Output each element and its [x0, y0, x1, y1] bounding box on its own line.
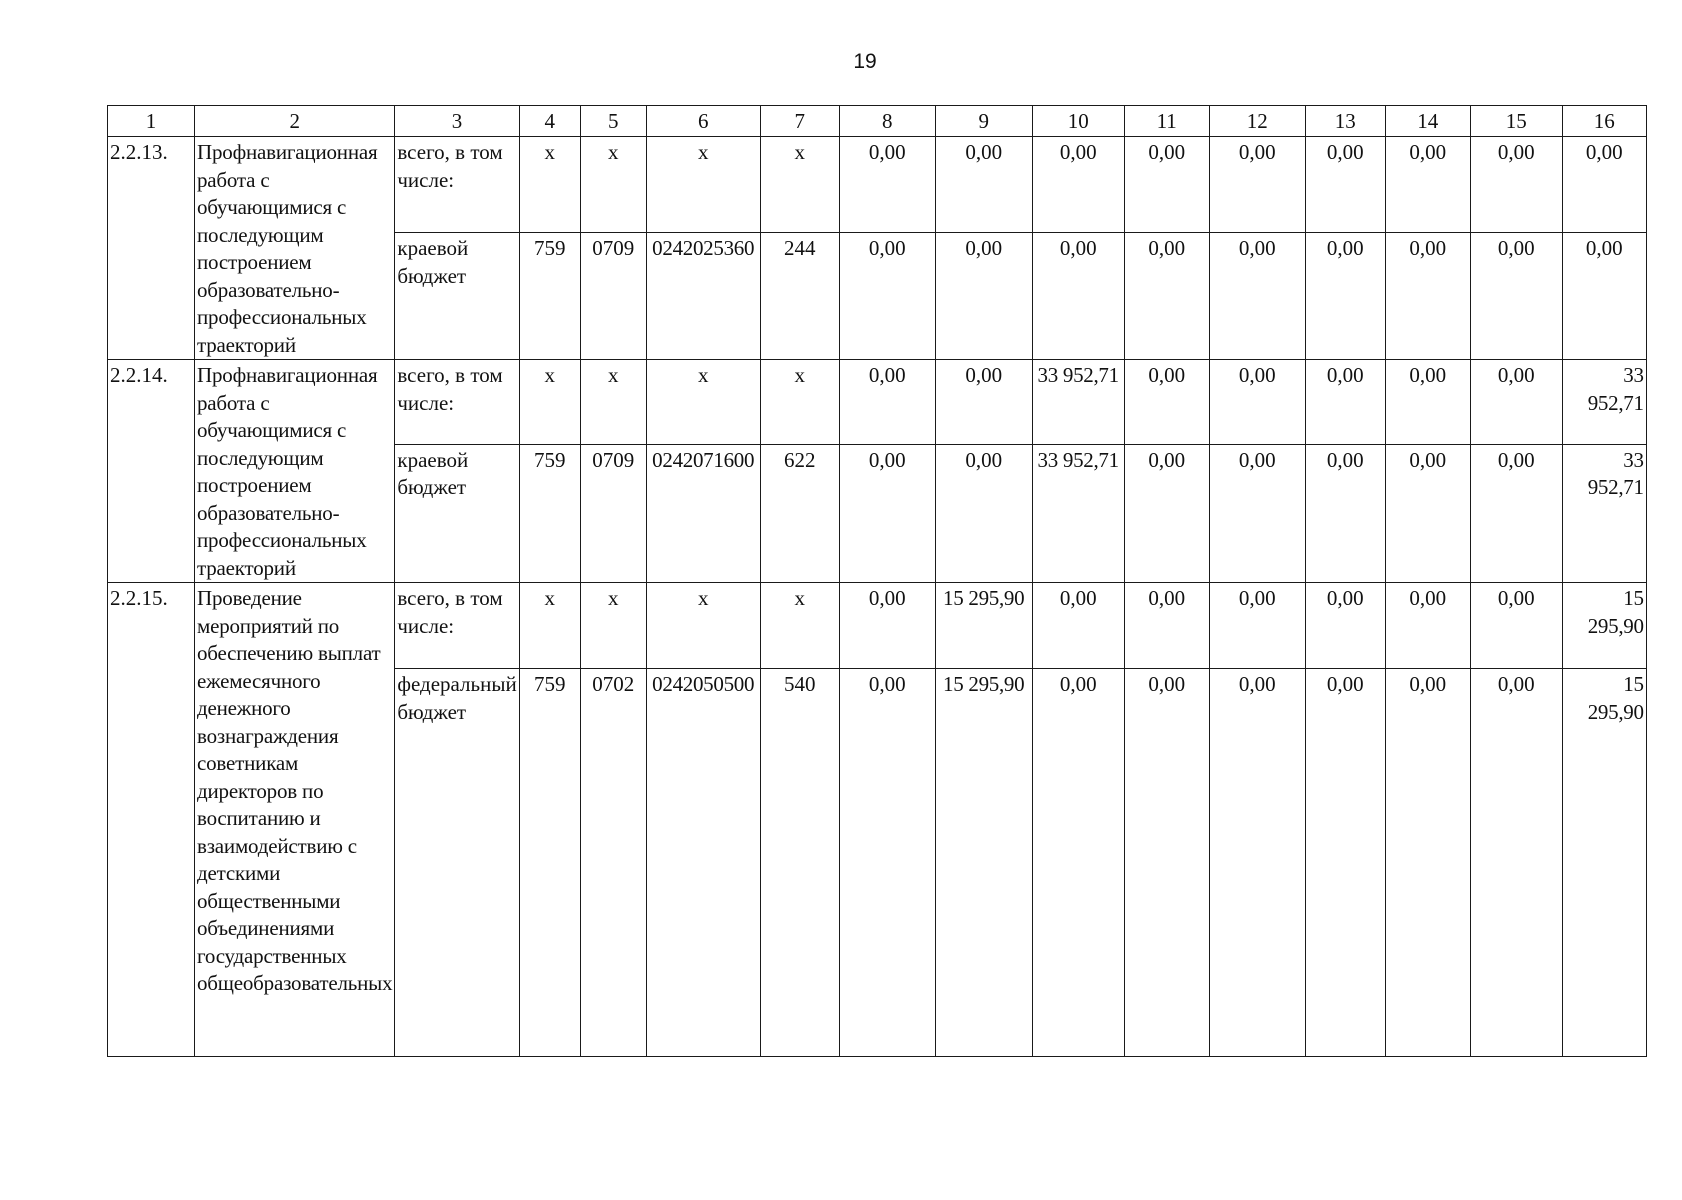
- funding-label: краевой бюджет: [395, 233, 519, 360]
- cell-col12: 0,00: [1209, 444, 1305, 582]
- cell-col5: x: [580, 583, 646, 669]
- cell-col11: 0,00: [1124, 669, 1209, 1057]
- cell-col14: 0,00: [1385, 360, 1470, 445]
- funding-label: всего, в том числе:: [395, 360, 519, 445]
- cell-col13: 0,00: [1305, 137, 1385, 233]
- cell-col10: 0,00: [1032, 137, 1124, 233]
- cell-col12: 0,00: [1209, 360, 1305, 445]
- cell-col8: 0,00: [839, 137, 935, 233]
- cell-col4: 759: [519, 233, 580, 360]
- cell-col16: 15 295,90: [1562, 583, 1646, 669]
- cell-col15: 0,00: [1470, 444, 1562, 582]
- cell-col13: 0,00: [1305, 233, 1385, 360]
- table-row: [108, 137, 1647, 233]
- cell-col7: x: [760, 137, 839, 233]
- cell-col11: 0,00: [1124, 137, 1209, 233]
- cell-col16: 33 952,71: [1562, 360, 1646, 445]
- row-name: Профнавигационная работа с обучающимися с последующим построением образовательно-профессиональных траекторий: [195, 360, 395, 583]
- cell-col4: 759: [519, 444, 580, 582]
- cell-col6: 0242025360: [646, 233, 760, 360]
- cell-col4: x: [519, 360, 580, 445]
- column-header: 7: [760, 106, 839, 137]
- column-header: 12: [1209, 106, 1305, 137]
- cell-col15: 0,00: [1470, 233, 1562, 360]
- cell-col16: 0,00: [1562, 233, 1646, 360]
- cell-col6: 0242050500: [646, 669, 760, 1057]
- cell-col5: 0702: [580, 669, 646, 1057]
- row-id: 2.2.13.: [108, 137, 195, 360]
- column-header: 1: [108, 106, 195, 137]
- page-number: 19: [853, 50, 877, 73]
- cell-col10: 0,00: [1032, 233, 1124, 360]
- cell-col7: 622: [760, 444, 839, 582]
- column-header: 14: [1385, 106, 1470, 137]
- cell-col5: 0709: [580, 233, 646, 360]
- funding-label: краевой бюджет: [395, 444, 519, 582]
- column-header: 15: [1470, 106, 1562, 137]
- column-header: 3: [395, 106, 519, 137]
- funding-label: всего, в том числе:: [395, 137, 519, 233]
- column-header: 16: [1562, 106, 1646, 137]
- cell-col14: 0,00: [1385, 444, 1470, 582]
- cell-col14: 0,00: [1385, 669, 1470, 1057]
- cell-col9: 15 295,90: [935, 583, 1032, 669]
- column-header: 4: [519, 106, 580, 137]
- cell-col10: 33 952,71: [1032, 360, 1124, 445]
- cell-col15: 0,00: [1470, 360, 1562, 445]
- cell-col16: 33 952,71: [1562, 444, 1646, 582]
- cell-col7: x: [760, 583, 839, 669]
- cell-col6: x: [646, 360, 760, 445]
- column-header: 5: [580, 106, 646, 137]
- cell-col7: x: [760, 360, 839, 445]
- cell-col6: x: [646, 583, 760, 669]
- cell-col9: 0,00: [935, 137, 1032, 233]
- table-row: [108, 583, 1647, 669]
- budget-table: [107, 105, 1647, 1057]
- cell-col15: 0,00: [1470, 669, 1562, 1057]
- cell-col4: 759: [519, 669, 580, 1057]
- cell-col11: 0,00: [1124, 233, 1209, 360]
- cell-col13: 0,00: [1305, 669, 1385, 1057]
- cell-col14: 0,00: [1385, 137, 1470, 233]
- cell-col11: 0,00: [1124, 360, 1209, 445]
- column-header: 9: [935, 106, 1032, 137]
- cell-col8: 0,00: [839, 444, 935, 582]
- row-id: 2.2.15.: [108, 583, 195, 1057]
- cell-col11: 0,00: [1124, 583, 1209, 669]
- cell-col16: 0,00: [1562, 137, 1646, 233]
- cell-col11: 0,00: [1124, 444, 1209, 582]
- cell-col16: 15 295,90: [1562, 669, 1646, 1057]
- cell-col12: 0,00: [1209, 137, 1305, 233]
- column-header: 8: [839, 106, 935, 137]
- funding-label: всего, в том числе:: [395, 583, 519, 669]
- cell-col9: 0,00: [935, 233, 1032, 360]
- cell-col9: 0,00: [935, 444, 1032, 582]
- cell-col7: 244: [760, 233, 839, 360]
- cell-col15: 0,00: [1470, 583, 1562, 669]
- cell-col14: 0,00: [1385, 233, 1470, 360]
- cell-col8: 0,00: [839, 360, 935, 445]
- cell-col6: x: [646, 137, 760, 233]
- cell-col5: x: [580, 360, 646, 445]
- cell-col15: 0,00: [1470, 137, 1562, 233]
- cell-col8: 0,00: [839, 583, 935, 669]
- cell-col4: x: [519, 137, 580, 233]
- row-name: Проведение мероприятий по обеспечению выплат ежемесячного денежного вознаграждения советникам директоров по воспитанию и взаимодействию с детскими общественными объединениями государственных общеобразовательных: [195, 583, 395, 1057]
- cell-col14: 0,00: [1385, 583, 1470, 669]
- row-id: 2.2.14.: [108, 360, 195, 583]
- cell-col12: 0,00: [1209, 669, 1305, 1057]
- column-header: 6: [646, 106, 760, 137]
- funding-label: федеральный бюджет: [395, 669, 519, 1057]
- cell-col13: 0,00: [1305, 583, 1385, 669]
- column-header: 10: [1032, 106, 1124, 137]
- cell-col13: 0,00: [1305, 360, 1385, 445]
- cell-col12: 0,00: [1209, 233, 1305, 360]
- cell-col9: 0,00: [935, 360, 1032, 445]
- cell-col6: 0242071600: [646, 444, 760, 582]
- cell-col4: x: [519, 583, 580, 669]
- column-header: 11: [1124, 106, 1209, 137]
- table-row: [108, 360, 1647, 445]
- cell-col10: 0,00: [1032, 669, 1124, 1057]
- cell-col10: 33 952,71: [1032, 444, 1124, 582]
- cell-col8: 0,00: [839, 669, 935, 1057]
- column-header-row: [108, 106, 1647, 137]
- row-name: Профнавигационная работа с обучающимися с последующим построением образовательно-профессиональных траекторий: [195, 137, 395, 360]
- cell-col5: 0709: [580, 444, 646, 582]
- cell-col7: 540: [760, 669, 839, 1057]
- column-header: 13: [1305, 106, 1385, 137]
- cell-col10: 0,00: [1032, 583, 1124, 669]
- column-header: 2: [195, 106, 395, 137]
- cell-col13: 0,00: [1305, 444, 1385, 582]
- cell-col9: 15 295,90: [935, 669, 1032, 1057]
- cell-col12: 0,00: [1209, 583, 1305, 669]
- cell-col8: 0,00: [839, 233, 935, 360]
- cell-col5: x: [580, 137, 646, 233]
